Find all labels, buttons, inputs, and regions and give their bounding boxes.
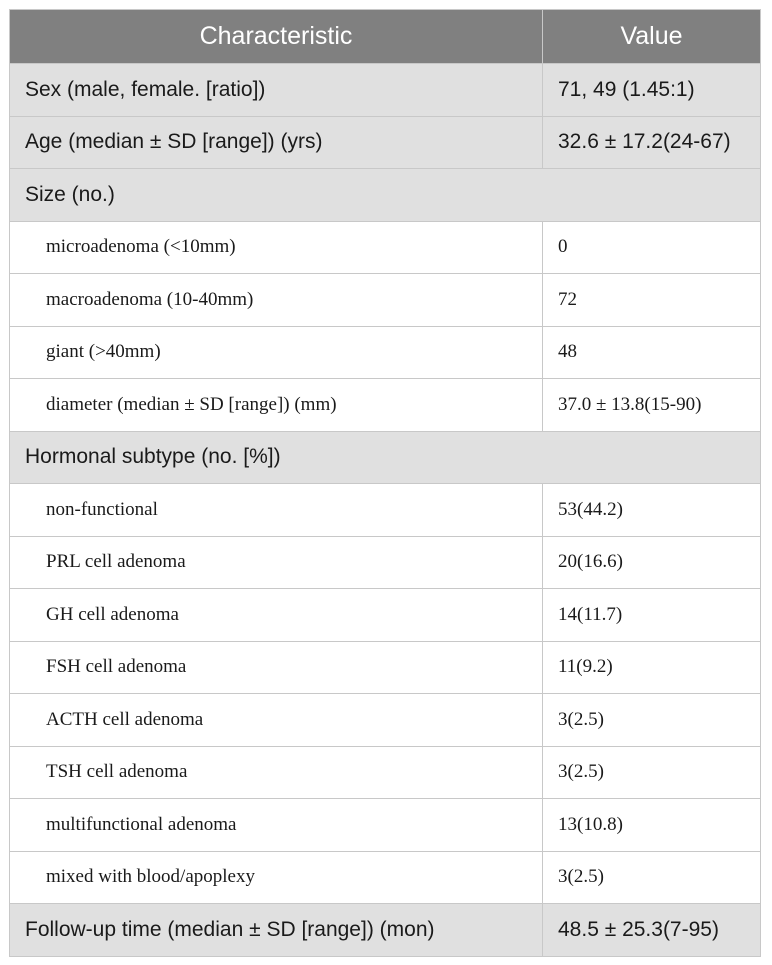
table-container xyxy=(9,9,760,957)
table-row xyxy=(10,694,761,747)
characteristic-cell: ACTH cell adenoma xyxy=(10,694,543,747)
value-cell: 71, 49 (1.45:1) xyxy=(543,64,761,117)
characteristic-cell: PRL cell adenoma xyxy=(10,536,543,589)
value-cell: 3(2.5) xyxy=(543,694,761,747)
value-cell: 32.6 ± 17.2(24-67) xyxy=(543,116,761,169)
characteristic-cell: TSH cell adenoma xyxy=(10,746,543,799)
characteristic-cell: GH cell adenoma xyxy=(10,589,543,642)
section-header-cell: Hormonal subtype (no. [%]) xyxy=(10,431,761,484)
characteristic-cell: FSH cell adenoma xyxy=(10,641,543,694)
table-row xyxy=(10,641,761,694)
characteristic-cell: Age (median ± SD [range]) (yrs) xyxy=(10,116,543,169)
characteristic-cell: non-functional xyxy=(10,484,543,537)
value-cell: 53(44.2) xyxy=(543,484,761,537)
section-header-cell: Size (no.) xyxy=(10,169,761,222)
table-row xyxy=(10,116,761,169)
value-cell: 20(16.6) xyxy=(543,536,761,589)
table-row xyxy=(10,484,761,537)
characteristic-cell: Sex (male, female. [ratio]) xyxy=(10,64,543,117)
characteristic-cell: Follow-up time (median ± SD [range]) (mon) xyxy=(10,904,543,957)
value-cell: 3(2.5) xyxy=(543,746,761,799)
table-row xyxy=(10,379,761,432)
table-row xyxy=(10,221,761,274)
table-row xyxy=(10,169,761,222)
table-row xyxy=(10,64,761,117)
column-header-characteristic: Characteristic xyxy=(10,10,543,64)
column-header-value: Value xyxy=(543,10,761,64)
table-row xyxy=(10,431,761,484)
value-cell: 48.5 ± 25.3(7-95) xyxy=(543,904,761,957)
table-header-row xyxy=(10,10,761,64)
table-row xyxy=(10,326,761,379)
value-cell: 72 xyxy=(543,274,761,327)
table-row xyxy=(10,799,761,852)
table-row xyxy=(10,851,761,904)
table-row xyxy=(10,274,761,327)
characteristics-table xyxy=(9,9,761,957)
value-cell: 13(10.8) xyxy=(543,799,761,852)
value-cell: 0 xyxy=(543,221,761,274)
table-row xyxy=(10,904,761,957)
characteristic-cell: diameter (median ± SD [range]) (mm) xyxy=(10,379,543,432)
characteristic-cell: multifunctional adenoma xyxy=(10,799,543,852)
table-row xyxy=(10,746,761,799)
value-cell: 11(9.2) xyxy=(543,641,761,694)
value-cell: 14(11.7) xyxy=(543,589,761,642)
characteristic-cell: microadenoma (<10mm) xyxy=(10,221,543,274)
value-cell: 48 xyxy=(543,326,761,379)
characteristic-cell: mixed with blood/apoplexy xyxy=(10,851,543,904)
table-row xyxy=(10,589,761,642)
table-row xyxy=(10,536,761,589)
characteristic-cell: macroadenoma (10-40mm) xyxy=(10,274,543,327)
characteristic-cell: giant (>40mm) xyxy=(10,326,543,379)
table-body xyxy=(10,64,761,957)
value-cell: 37.0 ± 13.8(15-90) xyxy=(543,379,761,432)
value-cell: 3(2.5) xyxy=(543,851,761,904)
